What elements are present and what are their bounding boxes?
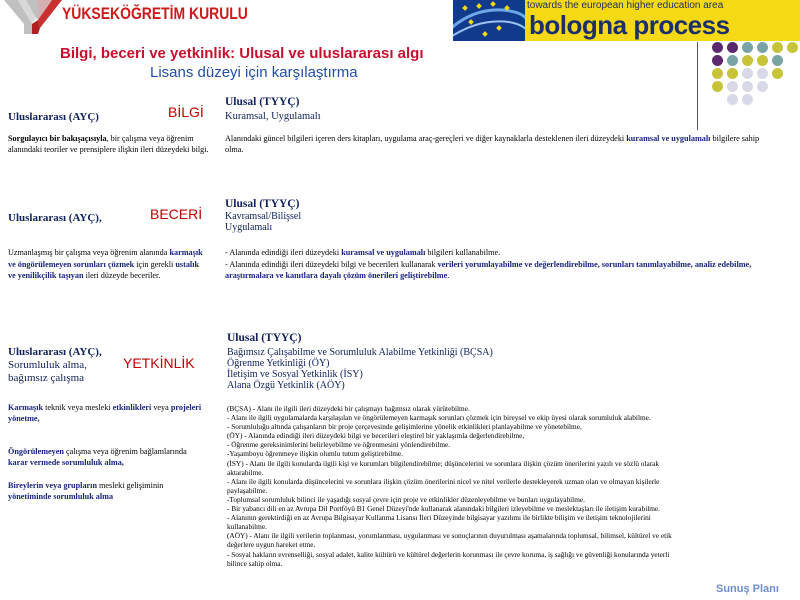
yetkinlik-right-line: (ÖY) - Alanında edindiği ileri düzeydeki bilgi ve becerileri eleştirel bir yaklaşımla değerlendirebilme, [227,431,525,441]
yetkinlik-sub-aoy: Alana Özgü Yetkinlik (AÖY) [227,380,345,391]
yetkinlik-right-line: kullanabilme. [227,522,267,532]
yetkinlik-right-subs [227,347,493,391]
decorative-dot [757,68,768,79]
decorative-dot [742,55,753,66]
divider-vertical [697,42,698,130]
beceri-left-desc [8,247,208,282]
yetkinlik-right-desc [227,404,672,568]
yetkinlik-right-line: paylaşabilme. [227,485,268,495]
decorative-dot [772,55,783,66]
decorative-dot [712,68,723,79]
yetkinlik-right-line: - Alanının gerektirdiği en az Avrupa Bilgisayar Kullanma Lisansı İleri Düzeyinde bilgisayar yazılımı ile birlikte bilişim ve iletişim teknolojilerini [227,513,651,523]
decorative-dot [742,42,753,53]
decorative-dot [757,42,768,53]
yok-logo-text: YÜKSEKÖĞRETİM KURULU [62,4,248,23]
decorative-dot [757,81,768,92]
slide-subtitle: Lisans düzeyi için karşılaştırma [150,64,358,81]
bilgi-right-desc-text-1: Alanındaki güncel bilgileri içeren ders kitapları, uygulama araç-gereçleri ve diğer kaynaklarla desteklenen ileri düzeydeki [225,134,627,143]
slide-title: Bilgi, beceri ve yetkinlik: Ulusal ve uluslararası algı [60,45,424,62]
decorative-dot [727,81,738,92]
bilgi-right-sub: Kuramsal, Uygulamalı [225,111,321,122]
decorative-dot [712,81,723,92]
decorative-dot [712,55,723,66]
beceri-right-line-2: - Alanında edindiği ileri düzeydeki bilgi ve becerileri kullanarak verileri yorumlayabilme ve değerlendirebilme, sorunları tanımlayabilme, analiz edebilme, araştırmalara ve kanıtlara dayalı çözüm önerileri geliştirebilme. [225,259,752,280]
yetkinlik-left-p3: Bireylerin veya grupların mesleki gelişiminin yönetiminde sorumluluk alma [8,481,164,501]
yetkinlik-right-line: -Yaşamboyu öğrenmeye ilişkin olumlu tutum geliştirebilme. [227,449,403,459]
yetkinlik-right-line: - Öğrenme gereksinimlerini belirleyebilme ve öğrenmesini yönlendirebilme. [227,440,451,450]
decorative-dot [757,55,768,66]
yetkinlik-right-line: bilince sahip olma. [227,558,283,568]
beceri-right-sub-1: Kavramsal/Bilişsel [225,211,302,222]
yetkinlik-right-line: değerlere uygun hareket etme. [227,540,316,550]
decorative-dot [742,68,753,79]
bilgi-label: BİLGİ [168,104,204,120]
decorative-dot [787,42,798,53]
yetkinlik-right-line: (AÖY) - Alanı ile ilgili verilerin toplanması, yorumlanması, uygulanması ve sonuçlarının duyurulması aşamalarında toplumsal, bilimsel, kültürel ve etik [227,531,672,541]
yetkinlik-left-sub-2: bağımsız çalışma [8,372,85,384]
sunus-plani-link[interactable]: Sunuş Planı [716,583,779,595]
beceri-right-line-1: - Alanında edindiği ileri düzeydeki kuramsal ve uygulamalı bilgileri kullanabilme. [225,248,501,257]
yetkinlik-left-heading: Uluslararası (AYÇ), [8,346,102,358]
bilgi-right-desc-bold: kuramsal ve uygulamalı [626,134,711,143]
beceri-left-bold-2: ustalık ve yenilikçilik taşıyan [8,259,200,280]
beceri-label: BECERİ [150,206,203,222]
yetkinlik-right-line: (BÇSA) - Alanı ile ilgili ileri düzeydeki bir çalışmayı bağımsız olarak yürütebilme. [227,404,470,413]
beceri-right-sub-2: Uygulamalı [225,222,273,233]
decorative-dot-grid [712,42,800,132]
decorative-dot [727,55,738,66]
bilgi-left-desc-bold: Sorgulayıcı bir bakışaçısıyla [8,134,107,143]
yetkinlik-right-line: - Alanı ile ilgili konularda düşüncelerini ve sorunlara ilişkin çözüm önerilerini nicel ve nitel verilerle destekleyerek uzman olan ve olmayan kişilerle [227,476,660,486]
decorative-dot [772,42,783,53]
yetkinlik-sub-bcsa: Bağımsız Çalışabilme ve Sorumluluk Alabilme Yetkinliği (BÇSA) [227,347,493,358]
yetkinlik-left-p1: Karmaşık teknik veya mesleki etkinlikleri veya projeleri yönetme, [8,403,202,423]
beceri-left-bold-1: karmaşık ve öngörülemeyen sorunları çözmek [8,248,203,269]
bilgi-right-desc [225,134,773,155]
beceri-left-heading: Uluslararası (AYÇ), [8,212,102,224]
yetkinlik-right-line: aktarabilme. [227,467,264,477]
yetkinlik-right-line: - Alanı ile ilgili uygulamalarda karşılaşılan ve öngörülemeyen karmaşık sorunları çözmek için bireysel ve ekip üyesi olarak sorumluluk alabilme. [227,413,651,423]
beceri-left-text-1: Uzmanlaşmış bir çalışma veya öğrenim alanında [8,248,170,257]
beceri-left-text-3: ileri düzeyde beceriler. [83,271,161,280]
yetkinlik-sub-isy: İletişim ve Sosyal Yetkinlik (İSY) [227,369,363,380]
bologna-tagline: towards the european higher education area [527,0,724,11]
yetkinlik-left-sub-1: Sorumluluk alma, [8,359,87,371]
decorative-dot [727,94,738,105]
decorative-dot [727,42,738,53]
beceri-right-desc [225,247,773,282]
bilgi-right-title: Ulusal (TYYÇ) [225,96,300,108]
yetkinlik-label: YETKİNLİK [123,355,195,371]
decorative-dot [727,68,738,79]
bologna-stars-icon [453,0,525,41]
yetkinlik-right-line: - Sosyal hakların evrenselliği, sosyal adalet, kalite kültürü ve kültürel değerlerin korunması ile çevre koruma, iş sağlığı ve güvenliği konularında yeterli [227,549,670,559]
bologna-title: bologna process [529,10,730,40]
yetkinlik-left-p2: Öngörülemeyen çalışma veya öğrenim bağlamlarında karar vermede sorumluluk alma, [8,447,187,467]
beceri-left-text-2: için gerekli [134,259,176,269]
yok-emblem-icon [4,0,64,34]
decorative-dot [772,68,783,79]
bologna-banner [453,0,800,41]
bilgi-left-heading: Uluslararası (AYÇ) [8,111,99,123]
yetkinlik-right-line: - Sorumluluğu altında çalışanların bir proje çerçevesinde gelişimlerine yönelik etkinlikleri planlayabilme ve yönetebilme, [227,422,582,432]
decorative-dot [712,42,723,53]
decorative-dot [742,81,753,92]
beceri-right-title: Ulusal (TYYÇ) [225,198,300,210]
yetkinlik-right-line: (İSY) - Alanı ile ilgili konularda ilgili kişi ve kurumları bilgilendirebilme; düşüncelerini ve sorunlara ilişkin çözüm önerilerini yazılı ve sözlü olarak [227,458,660,468]
yetkinlik-sub-oy: Öğrenme Yetkinliği (ÖY) [227,358,330,369]
bilgi-right-desc-text-2: bilgilere sahip olma. [225,134,760,154]
bilgi-left-desc-text: , bir çalışma veya öğrenim alanındaki teoriler ve prensiplere ilişkin ileri düzeydeki bilgi. [8,134,209,154]
bilgi-left-desc [8,134,218,155]
yetkinlik-right-title: Ulusal (TYYÇ) [227,332,302,344]
decorative-dot [742,94,753,105]
yetkinlik-right-line: - Bir yabancı dili en az Avrupa Dil Portföyü B1 Genel Düzeyi'nde kullanarak alanındaki bilgileri izleyebilme ve meslektaşları ile iletişim kurabilme. [227,504,660,514]
yetkinlik-right-line: -Toplumsal sorumluluk bilinci ile yaşadığı sosyal çevre için proje ve etkinlikler düzenleyebilme ve bunları uygulayabilme. [227,494,585,504]
